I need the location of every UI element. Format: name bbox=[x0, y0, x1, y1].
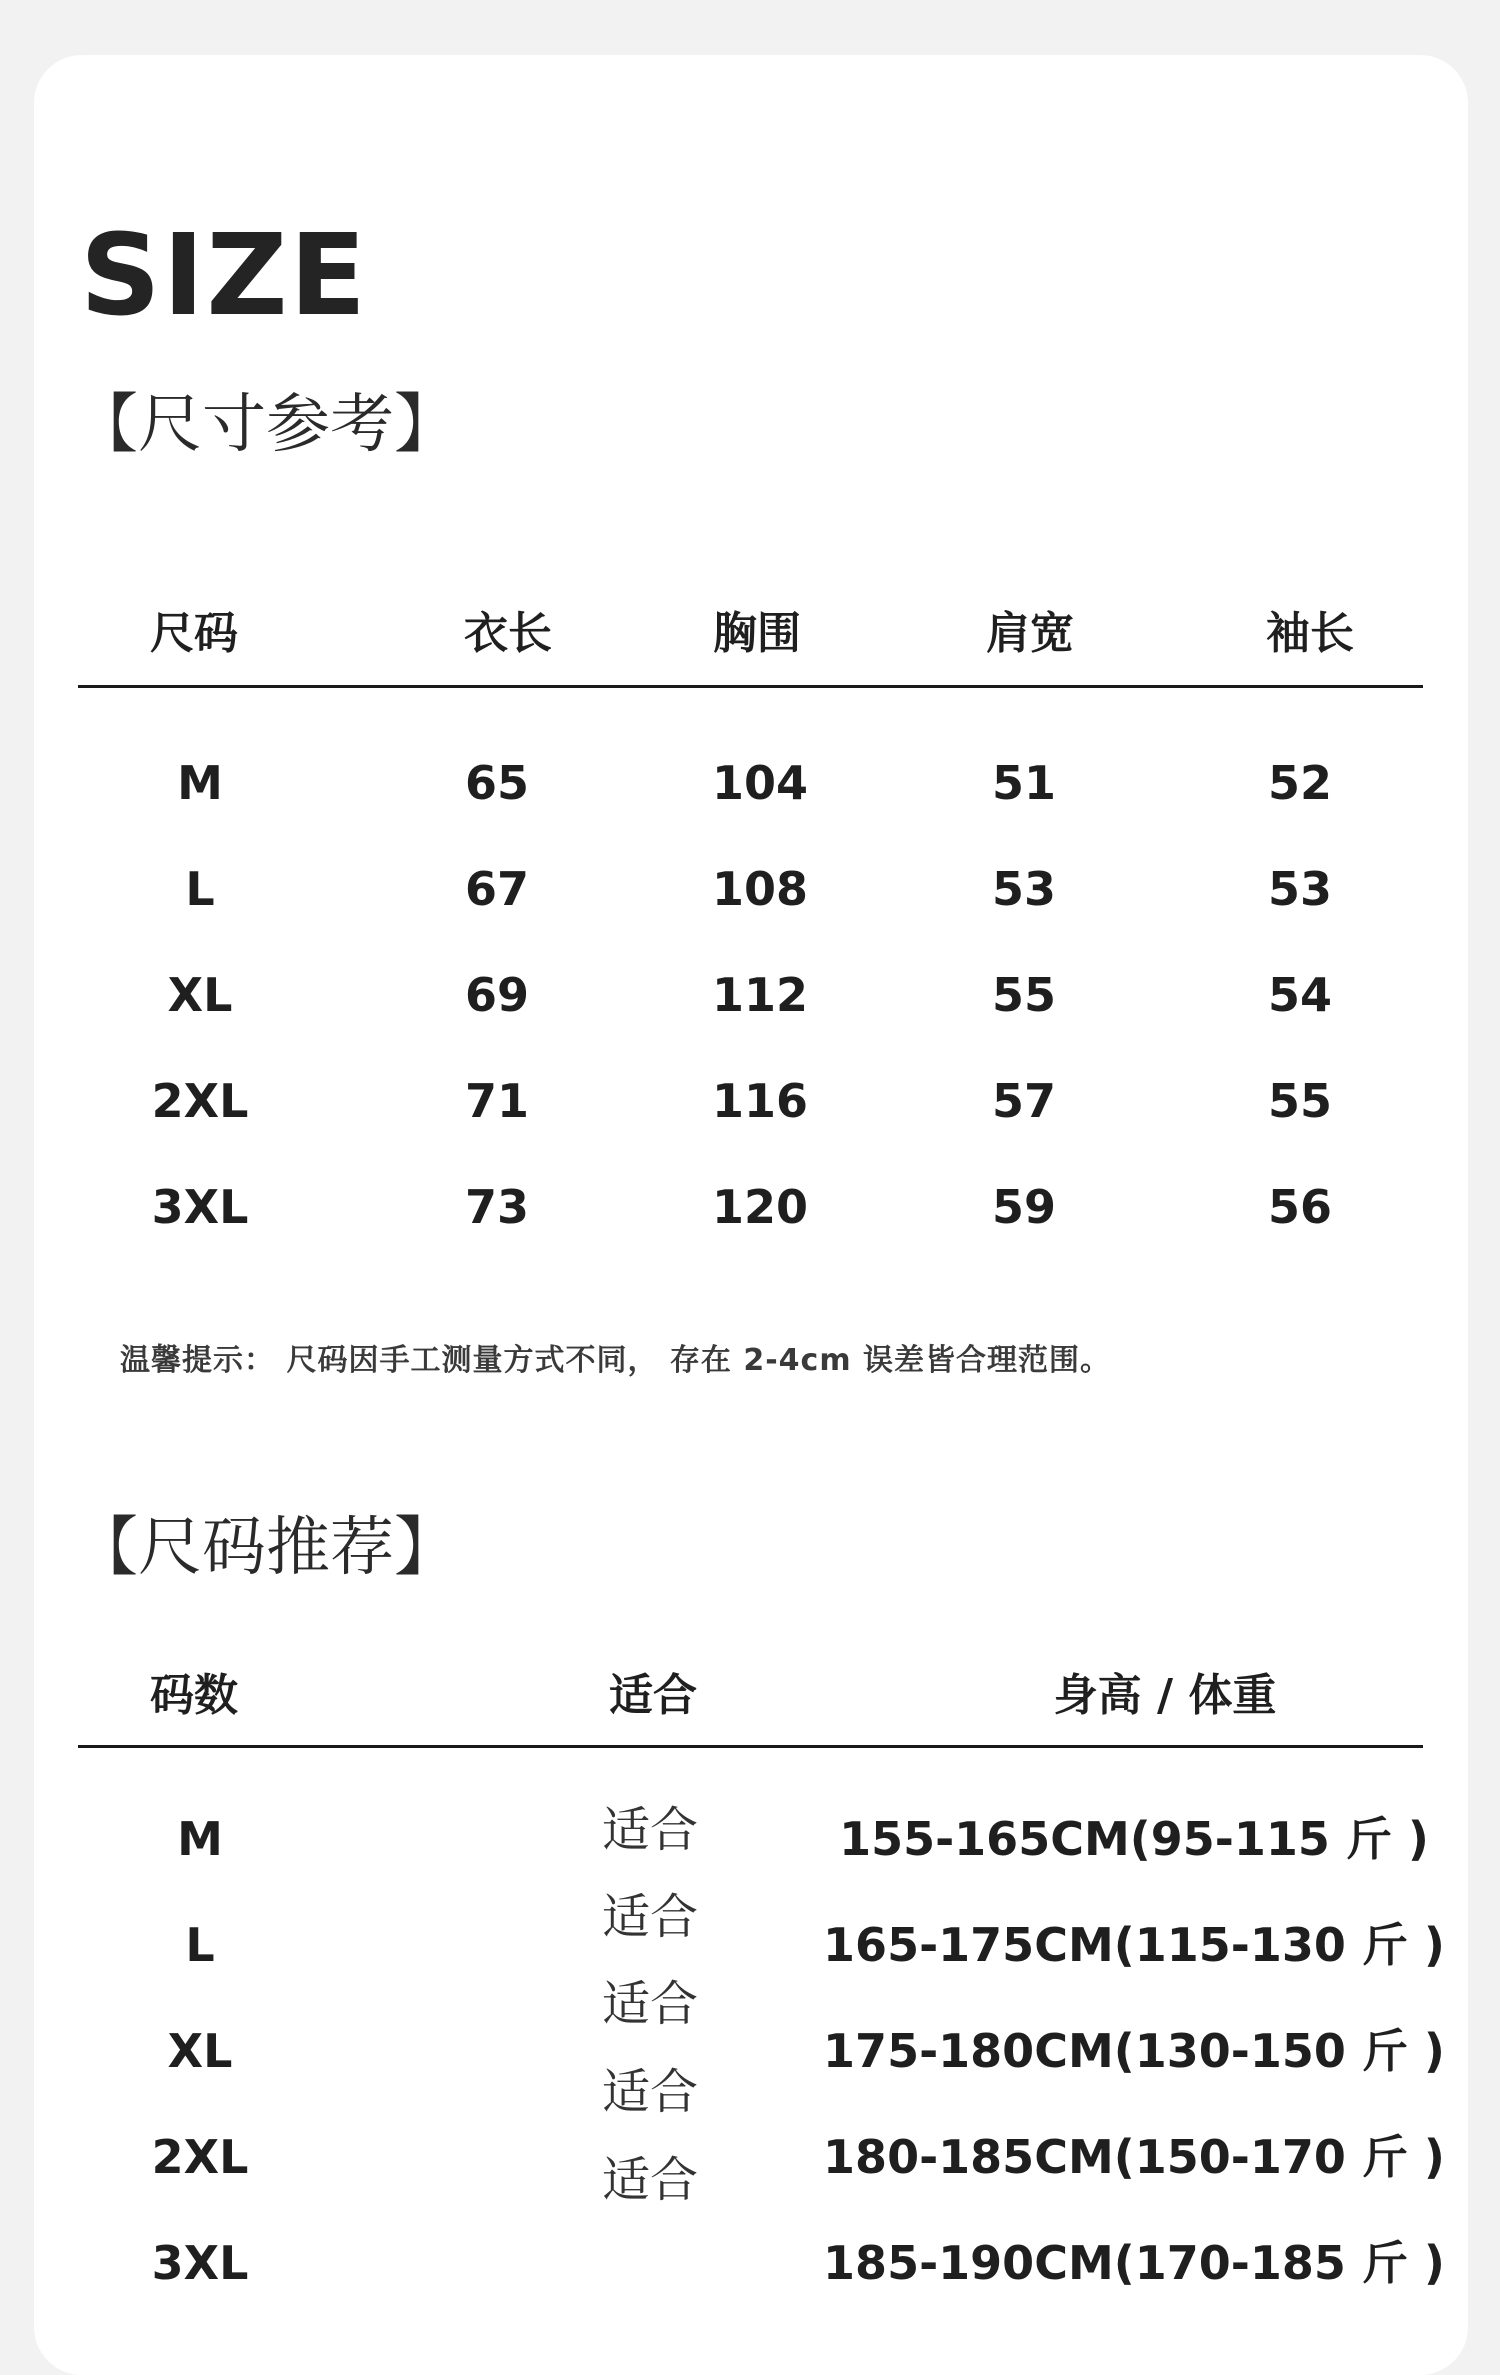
size-recommendation-title: 【尺码推荐】 bbox=[74, 1511, 458, 1585]
table-cell: 52 bbox=[1267, 756, 1333, 810]
table-divider bbox=[78, 685, 1423, 688]
table-cell: 适合 bbox=[601, 1976, 699, 2032]
table-cell: 55 bbox=[1267, 1074, 1333, 1128]
table-cell: 155-165CM(95-115 斤 ) bbox=[839, 1812, 1429, 1866]
table-cell: 51 bbox=[991, 756, 1057, 810]
table-cell: 165-175CM(115-130 斤 ) bbox=[823, 1918, 1445, 1972]
table-cell: 55 bbox=[991, 968, 1057, 1022]
table-cell: 104 bbox=[711, 756, 809, 810]
table-cell: 54 bbox=[1267, 968, 1333, 1022]
table-cell: 108 bbox=[711, 862, 809, 916]
table-cell: 适合 bbox=[601, 2152, 699, 2208]
header-size: 尺码 bbox=[150, 608, 238, 659]
table-cell: 65 bbox=[464, 756, 530, 810]
measurement-note: 温馨提示： 尺码因手工测量方式不同， 存在 2-4cm 误差皆合理范围。 bbox=[120, 1343, 1112, 1378]
header-size-code: 码数 bbox=[150, 1670, 238, 1721]
table-cell: 175-180CM(130-150 斤 ) bbox=[823, 2024, 1445, 2078]
table-cell: 3XL bbox=[151, 1180, 249, 1234]
table-cell: 180-185CM(150-170 斤 ) bbox=[823, 2130, 1445, 2184]
header-shoulder: 肩宽 bbox=[986, 608, 1074, 659]
table-cell: 53 bbox=[1267, 862, 1333, 916]
table-cell: 59 bbox=[991, 1180, 1057, 1234]
table-cell: XL bbox=[167, 968, 233, 1022]
table-cell: 适合 bbox=[601, 1889, 699, 1945]
table-cell: 适合 bbox=[601, 1802, 699, 1858]
table-cell: 2XL bbox=[151, 2130, 249, 2184]
table-cell: XL bbox=[167, 2024, 233, 2078]
header-height-weight: 身高 / 体重 bbox=[1053, 1670, 1277, 1721]
table-cell: 53 bbox=[991, 862, 1057, 916]
table-divider bbox=[78, 1745, 1423, 1748]
table-cell: 2XL bbox=[151, 1074, 249, 1128]
table-cell: 57 bbox=[991, 1074, 1057, 1128]
table-cell: 116 bbox=[711, 1074, 809, 1128]
table-cell: M bbox=[177, 756, 223, 810]
table-cell: M bbox=[177, 1812, 223, 1866]
size-reference-title: 【尺寸参考】 bbox=[74, 388, 458, 462]
page-title: SIZE bbox=[80, 211, 369, 341]
table-cell: L bbox=[185, 1918, 215, 1972]
table-cell: 73 bbox=[464, 1180, 530, 1234]
header-length: 衣长 bbox=[464, 608, 552, 659]
table-cell: L bbox=[185, 862, 215, 916]
table-cell: 71 bbox=[464, 1074, 530, 1128]
table-cell: 56 bbox=[1267, 1180, 1333, 1234]
table-cell: 112 bbox=[711, 968, 809, 1022]
table-cell: 185-190CM(170-185 斤 ) bbox=[823, 2236, 1445, 2290]
table-cell: 适合 bbox=[601, 2064, 699, 2120]
table-cell: 67 bbox=[464, 862, 530, 916]
header-chest: 胸围 bbox=[713, 608, 801, 659]
table-cell: 120 bbox=[711, 1180, 809, 1234]
table-cell: 69 bbox=[464, 968, 530, 1022]
table-cell: 3XL bbox=[151, 2236, 249, 2290]
header-fit: 适合 bbox=[609, 1670, 697, 1721]
header-sleeve: 袖长 bbox=[1266, 608, 1354, 659]
